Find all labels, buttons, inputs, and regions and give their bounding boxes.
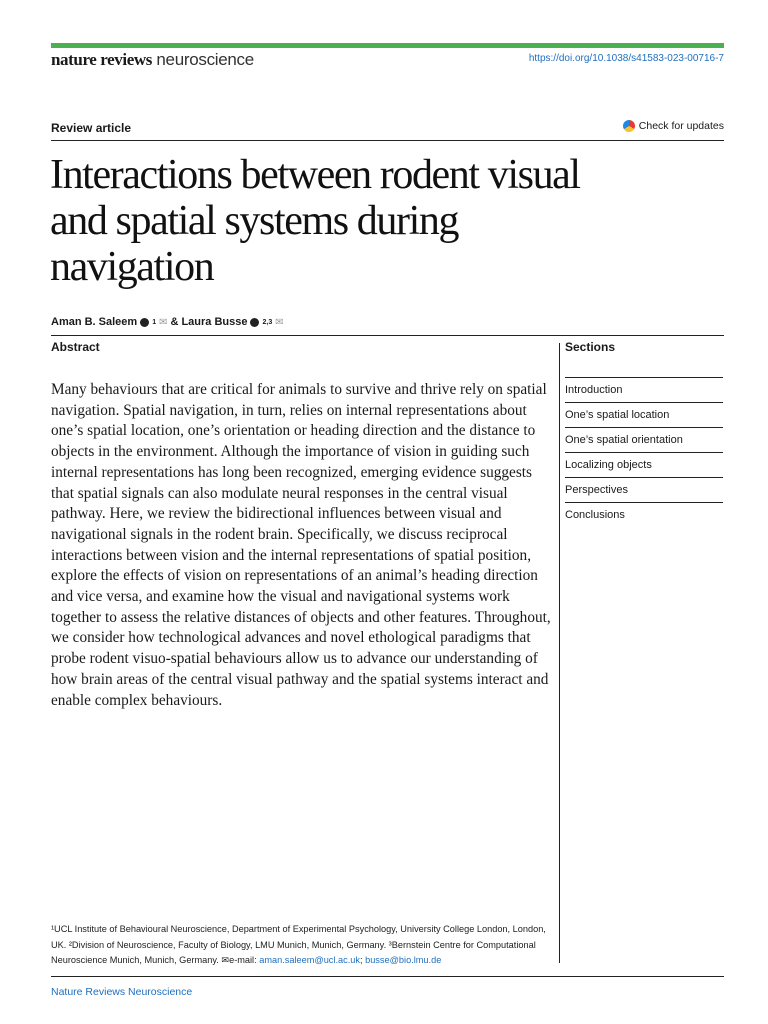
journal-accent-bar [51,43,724,48]
article-title: Interactions between rodent visual and spatial systems during navigation [50,152,580,290]
section-link-localizing-objects[interactable]: Localizing objects [565,452,723,477]
affiliations-text: ¹UCL Institute of Behavioural Neuroscience, Department of Experimental Psychology, University College London, London, UK. ²Division of Neuroscience, Faculty of Biology, LMU Munich, Munich, Germany. ³Bernstein Centre for Computational Neuroscience Munich, Munich, Germany. [51,924,546,966]
mail-icon[interactable]: ✉ [275,316,284,328]
sections-nav [565,377,723,527]
email-separator: ; [359,955,366,966]
section-link-spatial-location[interactable]: One’s spatial location [565,402,723,427]
section-link-conclusions[interactable]: Conclusions [565,502,723,527]
email-link[interactable]: aman.saleem@ucl.ac.uk [259,955,360,966]
footer-journal-name: Nature Reviews Neuroscience [51,986,193,998]
author-list [51,316,284,328]
doi-link[interactable]: https://doi.org/10.1038/s41583-023-00716-7 [528,53,724,64]
article-type: Review article [51,121,132,135]
affiliations [51,922,556,969]
affiliation-ref: 1 [152,318,157,326]
email-link[interactable]: busse@bio.lmu.de [365,955,442,966]
check-for-updates-button[interactable] [623,120,724,132]
abstract-heading: Abstract [51,340,100,354]
sections-heading: Sections [565,340,616,354]
email-label: ✉e-mail: [221,955,260,966]
journal-logo: nature reviews neuroscience [51,50,254,69]
author-name[interactable]: Aman B. Saleem [51,316,138,328]
authors-divider [51,335,724,336]
section-link-spatial-orientation[interactable]: One’s spatial orientation [565,427,723,452]
header-divider [51,140,724,141]
check-for-updates-label: Check for updates [638,120,724,132]
author-name[interactable]: Laura Busse [181,316,248,328]
footer-divider [51,976,724,977]
section-link-perspectives[interactable]: Perspectives [565,477,723,502]
orcid-icon[interactable] [140,318,149,327]
orcid-icon[interactable] [250,318,259,327]
abstract-text: Many behaviours that are critical for animals to survive and thrive rely on spatial navigation. Spatial navigation, in turn, relies on internal representations about one’s spatial location, one’s orientation or heading direction and the distance to objects in the environment. Although the importance of vision in guiding such internal representations has long been recognized, emerging evidence suggests that spatial signals can also modulate neural responses in the central visual pathway. Here, we review the bidirectional influences between visual and navigational signals in the rodent brain. Specifically, we discuss reciprocal interactions between vision and the internal representations of spatial position, explore the effects of vision on representations of an animal’s heading direction and vice versa, and examine how the visual and navigational systems work together to assess the relative distances of objects and other features. Throughout, we consider how technological advances and novel ethological paradigms that probe rodent visuo-spatial behaviours allow us to advance our understanding of how brain areas of the central visual pathway and the spatial systems interact and enable complex behaviours. [51,381,551,709]
crossmark-icon [623,120,635,132]
author-separator: & [170,316,179,328]
column-divider [559,343,560,963]
section-link-introduction[interactable]: Introduction [565,377,723,402]
affiliation-ref: 2,3 [262,318,273,326]
mail-icon[interactable]: ✉ [159,316,168,328]
